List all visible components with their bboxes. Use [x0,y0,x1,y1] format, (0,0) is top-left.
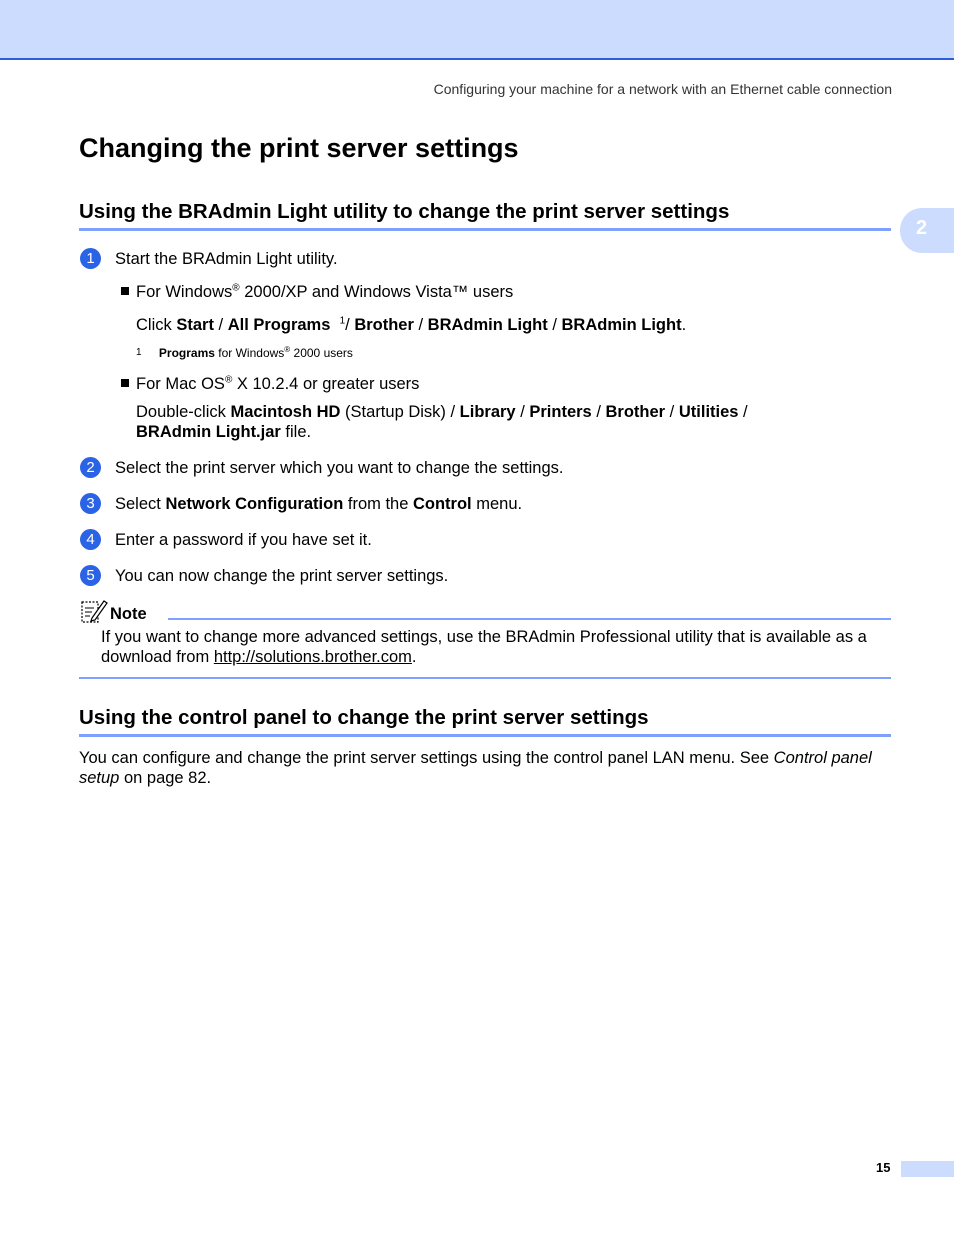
step-text: Select the print server which you want to change the settings. [115,459,564,477]
note-pencil-icon [80,598,108,624]
step-number: 2 [80,457,101,478]
note-label: Note [110,605,147,623]
section-heading-control-panel: Using the control panel to change the print server settings [79,706,649,729]
mac-bullet: For Mac OS® X 10.2.4 or greater users [136,374,420,393]
step-text: Select Network Configuration from the Control menu. [115,495,523,513]
step-number: 1 [80,248,101,269]
step-number: 5 [80,565,101,586]
section2-text-line1: You can configure and change the print server settings using the control panel LAN menu. See Control panel [79,749,872,767]
footnote: 1 Programs for Windows® 2000 users [136,345,353,360]
page-title: Changing the print server settings [79,133,519,163]
section2-text-line2: setup on page 82. [79,769,212,787]
chapter-number: 2 [916,217,928,239]
bullet-square-icon [121,379,129,387]
note-rule-bottom [79,677,891,679]
section-rule [79,734,891,737]
step-number: 4 [80,529,101,550]
note-rule-top [168,618,891,620]
step-text: Enter a password if you have set it. [115,531,372,549]
section-rule [79,228,891,231]
section-heading-bradmin: Using the BRAdmin Light utility to change the print server settings [79,200,730,223]
running-header: Configuring your machine for a network with an Ethernet cable connection [433,81,892,97]
chapter-tab [900,208,954,253]
step-text: Start the BRAdmin Light utility. [115,250,338,268]
windows-instruction: Click Start / All Programs $^1$/ Brother / BRAdmin Light / BRAdmin Light. [136,315,687,334]
note-text-line1: If you want to change more advanced settings, use the BRAdmin Professional utility that is available as a [101,628,867,646]
solutions-link[interactable]: http://solutions.brother.com [213,648,412,666]
step-text: You can now change the print server settings. [115,567,449,585]
top-banner [0,0,954,60]
bullet-square-icon [121,287,129,295]
step-number: 3 [80,493,101,514]
mac-instruction-line2: BRAdmin Light.jar file. [136,423,312,441]
page-number: 15 [876,1160,891,1175]
note-text-line2: download from http://solutions.brother.com. [101,648,417,666]
page-footer-box [901,1161,954,1177]
windows-bullet: For Windows® 2000/XP and Windows Vista™ users [136,282,514,301]
mac-instruction-line1: Double-click Macintosh HD (Startup Disk) / Library / Printers / Brother / Utilities / [136,403,748,421]
